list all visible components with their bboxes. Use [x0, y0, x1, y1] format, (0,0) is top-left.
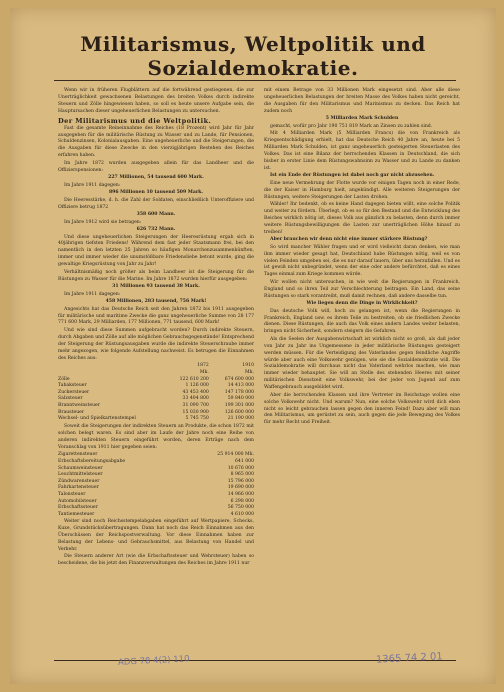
table-cell: 25 914 000 Mk. [217, 452, 254, 458]
table-row [58, 485, 254, 492]
paragraph: Das deutsche Volk will, hoch zu gelangen ist, wenn die Regierungen in Frankreich, England usw. es ihrem Teile zu bestreiten, ob sie friedlichen Zwecke dienen. Diese Rüstungen, die auch das Volk eines andern Landes weiter belasten, bringen nicht Sicherheit, sondern steigern die Gefahren. [264, 308, 460, 335]
table-cell: 19 690 000 [227, 485, 254, 491]
paragraph: Soweit die Steigerungen der indirekten Steuern an Produkte, die schon 1872 mit solchen belegt waren. Es sind aber im Laufe der Jahre noch eine Reihe von anderen indirekten Steuern eingeführt worden, deren Erträge nach dem Voranschlag von 1911 hier gegeben seien: [58, 423, 254, 450]
table-header: 1872 [197, 363, 209, 369]
emphasis-line: Aber brauchen wir denn nicht eine immer stärkere Rüstung? [270, 237, 428, 243]
emphasis-line: Ist ein Ende der Rüstungen ist dabei noch gar nicht abzusehen. [270, 173, 435, 179]
table-row [58, 492, 254, 499]
table-row [58, 403, 254, 410]
paragraph: Aber die herrschenden Klassen und ihre Vertreter im Reichstage wollen eine solche Volkswehr nicht. Und warum? Nun, eine solche Volkswehr wird dich eben nicht so leicht gebrauchen lassen gegen den inneren Feind! Dazu aber will man den Militarismus, um gerüstet zu sein, auch gegen die jede Bewegung des Volkes für mehr Recht und Freiheit. [264, 392, 460, 426]
table-row [58, 472, 254, 479]
table-cell: Zigarettensteuer [58, 452, 98, 458]
table-cell: Salzsteuer [58, 396, 83, 402]
table-cell: 674 600 000 [224, 376, 254, 382]
paragraph: mit einem Betrage von 33 Millionen Mark eingesetzt sind. Aber alle diese ungeheuerlichen Belastungen der breiten Masse des Volkes haben nicht gereicht, die Ausgaben für den Militarismus und Marinismus zu decken. Das Reich hat zudem noch [264, 88, 460, 114]
table-cell: 10 676 000 [227, 465, 254, 471]
table-cell: 14 413 000 [227, 383, 254, 389]
paragraph: Und diese ungeheuerlichen Steigerungen der Heeresrüstung ergab sich in 40jährigen tiefsten Friedens! Während dem fast jeder Staatsmann frei, bei den namentlich in den letzten 25 Jahren so häufigen Monarchenzusammenkünften, immer und immer wieder die unumstößbare Friedensliebe betont wurde, ging die gewaltige Kriegsrüstung von Jahr zu Jahr! [58, 234, 254, 268]
emphasis-line: Wie liegen denn die Dinge in Wirklichkeit? [306, 301, 418, 307]
table-row [58, 505, 254, 512]
table-header: 1910 [242, 363, 254, 369]
figure-line: 458 Millionen, 283 tausend, 756 Mark! [105, 299, 207, 305]
table-cell: 6 298 000 [230, 498, 254, 504]
table-unit: Mk. [245, 370, 254, 376]
table-row [58, 459, 254, 466]
table-row [58, 390, 254, 397]
table-cell: 33 404 800 [182, 396, 209, 402]
table-row [58, 452, 254, 459]
paragraph: Angesichts hat das Deutsche Reich seit den Jahren 1872 bis 1911 ausgegeben für militärische und maritime Zwecke die ganz ungeheuerliche Summe von 28 177 771 600 Mark, 29 Milliarden, 177 Millionen, 771 tausend, 600 Mark! [58, 306, 254, 326]
table-cell: Brausteuer [58, 409, 85, 415]
table-cell: Branntweinsteuer [58, 403, 100, 408]
paragraph: Eine neue Vermehrung der Flotte wurde vor einigen Tagen noch in einer Rede, die der Kaiser in Hamburg hielt, angekündigt. Alle weiteren Steigerungen der Rüstungen, weitere Steigerungen der Lasten drohen. [264, 180, 460, 200]
table-cell: 59 840 000 [227, 396, 254, 402]
figure-line: 31 Millionen 93 tausend 38 Mark. [112, 284, 200, 290]
left-column [58, 88, 254, 569]
figure-line: 626 732 Mann. [136, 227, 176, 233]
paragraph: Verhältnismäßig noch größer als beim Landheer ist die Steigerung für die Rüstungen zu Wasser für die Marine. Im Jahre 1872 wurden hierfür ausgegeben: [58, 269, 254, 282]
table-cell: 14 966 000 [227, 491, 254, 497]
archive-stamp-right: 1365 74 2 01 [375, 651, 444, 666]
table-cell: Tabaksteuer [58, 383, 87, 389]
table-cell: Wechsel- und Spielkartenstempel [58, 416, 136, 422]
right-column [264, 88, 460, 428]
table-cell: 126 600 000 [224, 409, 254, 415]
figure-line: 358 600 Mann. [136, 212, 176, 218]
table-cell: Talonsteuer [58, 491, 86, 497]
table-unit: Mk. [199, 370, 209, 376]
paragraph: Die Steuern anderer Art (wie die Erbschaftssteuer und Wehrsteuer) haben so bescheidene, die bis jetzt den Finanzverwaltungen des Reiches im Jahre 1911 nur [58, 554, 254, 567]
table-row [58, 416, 254, 423]
table-cell: 43 453 400 [182, 389, 209, 395]
paragraph: Im Jahre 1911 dagegen: [64, 291, 121, 297]
table-cell: Tantiemesteuer [58, 511, 95, 517]
paragraph: Weiter sind noch Reichsstempelabgaben eingeführt auf Wertpapiere, Schecks, Kuxe, Grundstücksübertragungen. Dann hat noch das Reich Einnahmen aus den Überschüssen der Reichspostverwaltung. Vor diese Einnahmen haben zur Belastung der Lebens- und Gebrauchsmittel, aus Belastung von Handel und Verkehr. [58, 519, 254, 552]
table-cell: Automobilsteuer [58, 498, 97, 504]
figure-line: 227 Millionen, 54 tausend 600 Mark. [108, 175, 204, 181]
document-sheet [10, 8, 496, 684]
paragraph: Im Jahre 1911 dagegen: [64, 182, 121, 188]
table-cell: 15 030 900 [182, 409, 209, 415]
table-cell: 31 090 700 [182, 403, 209, 408]
paragraph: Und wie sind diese Summen aufgebracht worden? Durch indirekte Steuern, durch Abgaben und Zölle auf alle möglichen Gebrauchsgegenstände! Entsprechend der Steigerung der Rüstungsausgaben wurde die indirekte Steuerschraube immer mehr angezogen, wie folgende Aufstellung nachweist. Es betrugen die Einnahmen des Reiches aus: [58, 327, 254, 361]
table-cell: Zölle [58, 376, 70, 382]
table-row [58, 396, 254, 403]
paragraph: Im Jahre 1872 wurden ausgegeben allein für das Landheer und die Offizierspensionen: [58, 160, 254, 173]
paragraph: So wird mancher Wähler fragen und er wird vielleicht daran denken, wie man ihm immer wieder gesagt hat, Deutschland habe Rüstungen nötig, weil es von vielen Feinden umgeben sei, die es nur darauf lauern, über uns herzufallen. Und es ist gewiß nicht unbegründet, wenn der eine oder andere befürchtet, daß es eines Tages einmal zum Kriege kommen würde. [264, 244, 460, 278]
table-cell: 8 965 000 [230, 472, 254, 478]
table-cell: 122 610 200 [179, 376, 209, 382]
figure-line: 896 Millionen 10 tausend 509 Mark. [108, 190, 204, 196]
table-cell: 5 745 750 [185, 416, 209, 422]
table-cell: 199 301 000 [224, 403, 254, 408]
table-cell: Zündwarensteuer [58, 478, 100, 484]
table-cell: Erbschaftssteuer [58, 505, 98, 511]
paragraph: Wir wollen nicht untersuchen, in wie weit die Regierungen in Frankreich, England und so ihren Teil zur Verschlechterung beitragen. Ein Land, das seine Rüstungen so stark vorantreibt, muß damit rechnen, daß andere dasselbe tun. [264, 279, 460, 299]
table-cell: Schaumweinsteuer [58, 465, 103, 471]
intro-paragraph: Wenn wir in früheren Flugblättern auf die fortwährend gestiegenen, die zur Unerträglichkeit gewachsenen Belastungen des breiten Volkes durch indirekte Steuern und Zölle hingewiesen haben, so soll es heute unsere Aufgabe sein, die Hauptursachen dieser ungeheuerlichen Belastungen zu untersuchen. [58, 88, 254, 114]
figure-line: 5 Milliarden Mark Schulden [325, 116, 399, 122]
table-cell: Fahrkartensteuer [58, 485, 99, 491]
table-cell: 15 796 000 [227, 478, 254, 484]
paragraph: gemacht, wofür pro Jahr 190 751 819 Mark an Zinsen zu zahlen sind. [270, 123, 433, 129]
table-row [58, 377, 254, 384]
table-row [58, 512, 254, 519]
revenue-table [58, 363, 254, 422]
table-cell: Leuchtmittelsteuer [58, 472, 103, 478]
table-cell: 147 178 000 [224, 389, 254, 395]
paragraph: Wähler! Ihr bedenkt, ob es keine Hand dagegen bieten willt, eine solche Politik und weiter zu fördern. Überlegt, ob es so für den Bestand und die Entwicklung des Reiches wirklich nötig ist, dieses Volk aus gänzlich zu belasten, denn durch immer weitere Rüstungsbewilligungen die Lasten zur unerträglichen Höhe hinauf zu treiben! [264, 202, 460, 235]
title-divider [54, 80, 456, 81]
paragraph: Im Jahre 1912 wird sie betragen: [64, 219, 142, 225]
new-taxes-table [58, 452, 254, 518]
table-cell: 1 126 000 [185, 383, 209, 389]
archive-stamp-left: ADG 78 4(2) 110 [117, 654, 190, 668]
table-row [58, 383, 254, 390]
table-cell: 4 610 000 [230, 511, 254, 517]
paragraph: Als die Seelen der Ausgabenwirtschaft ist wirklich nicht so groß, als daß jeder von Jahr zu Jahr ins Ungemessene in jeder militärische Rüstungen gesteigert werden müssen. Für die Verteidigung des Vaterlandes gegen feindliche Angriffe würde aber auch eine Volkswehr genügen, wie sie die Sozialdemokratie will. Die Sozialdemokratie will durchaus nicht das Vaterland wehrlos machen, wie man immer wieder behauptet. Sie will an Stelle des stehenden Heeres mit seiner militärischen Dienstzeit eine Volkswehr, bei der jeder von Jugend auf zum Waffengebrauch ausgebildet wird. [264, 336, 460, 391]
paragraph: Fast die gesamte Reineinnahme des Reiches (18 Prozent) wird Jahr für Jahr ausgegeben für die militärische Rüstung zu Wasser und zu Lande, für Pensionen, Schuldenzinsen, Kolonialausgaben. Eine ungeheuerliche und die Steigerungen, die die Ausgaben für diese Zwecke in den vierzigjährigen Bestehen des Reiches erfahren haben. [58, 125, 254, 159]
paragraph: Die Heeresstärke, d. h. die Zahl der Soldaten, einschließlich Unteroffiziere und Offiziere betrug 1872 [58, 197, 254, 210]
table-cell: Erbschaftsbereitungsabgabe [58, 459, 126, 464]
section-heading: Der Militarismus und die Weltpolitik. [58, 116, 212, 125]
paragraph: Mit 4 Milliarden Mark (5 Milliarden Francs) die von Frankreich als Kriegsentschädigung erhielt, hat das Deutsche Reich 40 Jahre an, heute bei 5 Milliarden Mark Schulden, ist ganz ungeheuerlich gesteigerten Steuerlasten des Volkes. Das ist eine Bilanz der herrschenden Klassen in Deutschland, die sich bisher in erster Linie dem Rüstungswahnsinn zu Wasser und zu Lande zu danken ist. [264, 131, 460, 171]
table-cell: 21 190 000 [227, 416, 254, 422]
table-cell: Zuckersteuer [58, 389, 90, 395]
table-cell: 56 750 000 [227, 505, 254, 511]
table-cell: 641 000 [235, 459, 254, 464]
document-title: Militarismus, Weltpolitik und Sozialdemokratie. [80, 32, 426, 80]
